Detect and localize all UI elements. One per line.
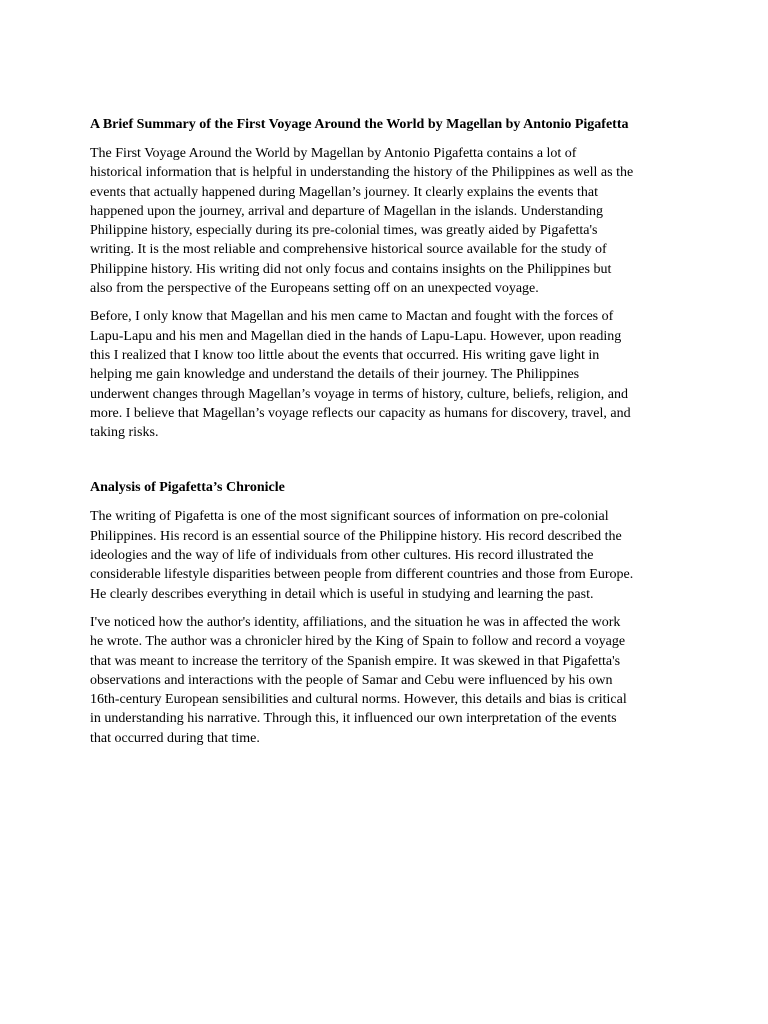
section-heading-summary: A Brief Summary of the First Voyage Around the World by Magellan by Antonio Pigafetta — [90, 117, 629, 132]
text-line: he wrote. The author was a chronicler hired by the King of Spain to follow and record a voyage — [90, 634, 626, 650]
text-line: that was meant to increase the territory of the Spanish empire. It was skewed in that Pigafetta's — [90, 653, 621, 669]
summary-paragraph-2 — [90, 307, 690, 442]
text-line: Before, I only know that Magellan and his men came to Mactan and fought with the forces of — [90, 309, 614, 325]
text-line: writing. It is the most reliable and comprehensive historical source available for the study of — [90, 242, 607, 258]
text-line: ideologies and the way of life of individuals from other cultures. His record illustrated the — [90, 548, 594, 564]
text-line: in understanding his narrative. Through this, it influenced our own interpretation of the events — [90, 711, 617, 727]
text-line: that occurred during that time. — [90, 730, 260, 746]
section-spacer — [90, 451, 690, 478]
text-line: happened upon the journey, arrival and departure of Magellan in the islands. Understanding — [90, 203, 604, 219]
text-line: I've noticed how the author's identity, affiliations, and the situation he was in affected the work — [90, 614, 621, 630]
text-line: more. I believe that Magellan’s voyage reflects our capacity as humans for discovery, travel, and — [90, 405, 631, 421]
text-line: 16th-century European sensibilities and cultural norms. However, this details and bias is critical — [90, 692, 627, 708]
summary-paragraph-1 — [90, 144, 690, 298]
text-line: Philippines. His record is an essential source of the Philippine history. His record described the — [90, 528, 622, 544]
text-line: helping me gain knowledge and understand the details of their journey. The Philippines — [90, 367, 580, 383]
text-line: this I realized that I know too little about the events that occurred. His writing gave light in — [90, 347, 600, 363]
text-line: He clearly describes everything in detail which is useful in studying and learning the past. — [90, 586, 594, 602]
text-line: taking risks. — [90, 425, 159, 441]
text-line: Philippine history. His writing did not only focus and contains insights on the Philippines but — [90, 261, 612, 277]
text-line: The First Voyage Around the World by Magellan by Antonio Pigafetta contains a lot of — [90, 146, 577, 161]
text-line: also from the perspective of the Europeans setting off on an unexpected voyage. — [90, 281, 539, 297]
section-heading-analysis: Analysis of Pigafetta’s Chronicle — [90, 480, 285, 496]
text-line: The writing of Pigafetta is one of the most significant sources of information on pre-colonial — [90, 509, 609, 525]
document-page — [90, 115, 690, 757]
text-line: Lapu-Lapu and his men and Magellan died in the hands of Lapu-Lapu. However, upon reading — [90, 328, 622, 344]
text-line: underwent changes through Magellan’s voyage in terms of history, culture, beliefs, religion, and — [90, 386, 628, 402]
text-line: Philippine history, especially during its pre-colonial times, was greatly aided by Pigafetta's — [90, 223, 598, 239]
text-line: events that actually happened during Magellan’s journey. It clearly explains the events that — [90, 184, 598, 200]
analysis-paragraph-1 — [90, 507, 690, 603]
text-line: historical information that is helpful in understanding the history of the Philippines as well as the — [90, 165, 634, 181]
text-line: considerable lifestyle disparities between people from different countries and those from Europe. — [90, 567, 634, 583]
text-line: observations and interactions with the people of Samar and Cebu were influenced by his own — [90, 672, 613, 688]
analysis-paragraph-2 — [90, 613, 690, 748]
